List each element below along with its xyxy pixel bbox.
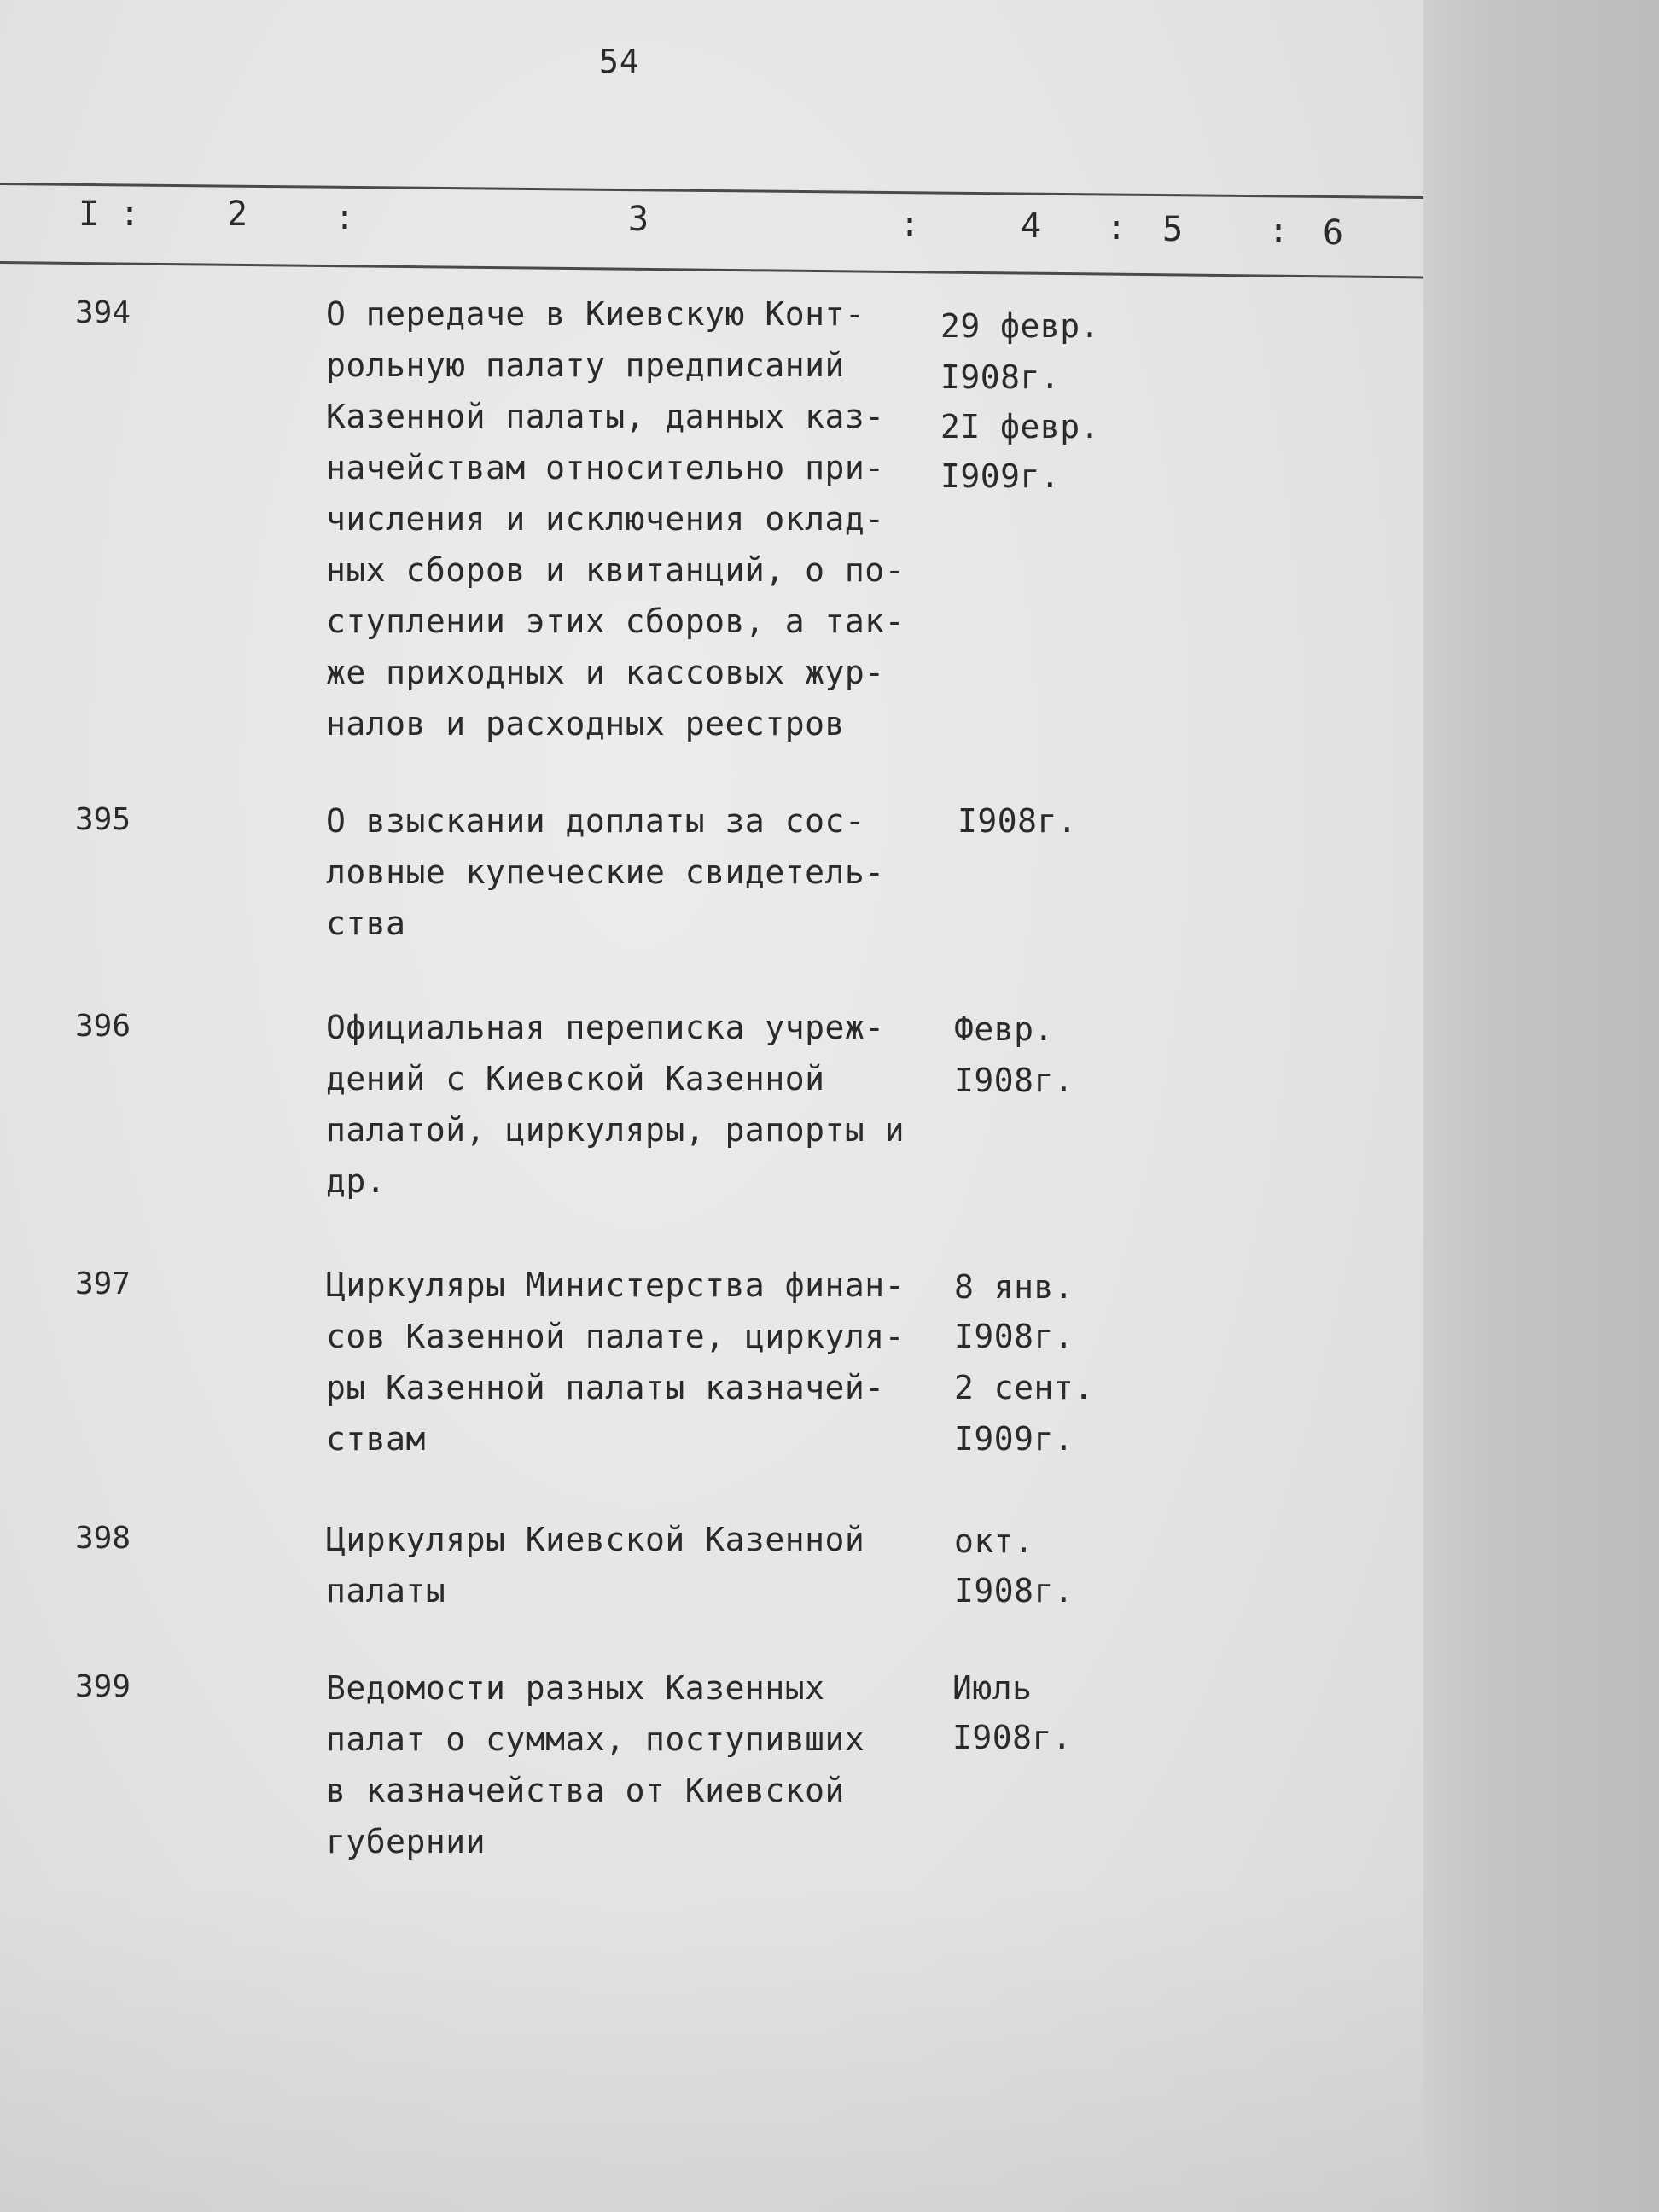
record-title-line: ствам bbox=[326, 1420, 426, 1458]
record-date-line: 8 янв. bbox=[954, 1268, 1074, 1306]
record-number: 399 bbox=[75, 1669, 131, 1704]
record-date-line: I908г. bbox=[954, 1572, 1074, 1610]
record-title-line: Казенной палаты, данных каз- bbox=[326, 398, 885, 435]
record-title-line: Официальная переписка учреж- bbox=[326, 1009, 885, 1046]
next-sheet-edge bbox=[1423, 0, 1659, 2212]
record-title-line: палат о суммах, поступивших bbox=[326, 1720, 865, 1758]
record-number: 395 bbox=[75, 802, 131, 837]
column-header-3: 3 bbox=[628, 200, 649, 239]
column-separator-2: : bbox=[335, 198, 356, 237]
record-title-line: ных сборов и квитанций, о по- bbox=[326, 551, 905, 589]
record-date-line: I909г. bbox=[954, 1420, 1074, 1458]
record-title-line: О взыскании доплаты за сос- bbox=[326, 802, 865, 840]
record-title-line: Циркуляры Киевской Казенной bbox=[326, 1521, 865, 1558]
header-rule-top bbox=[0, 183, 1423, 199]
column-separator-4: : bbox=[1106, 208, 1127, 247]
record-title-line: палаты bbox=[326, 1572, 446, 1610]
column-separator-1: : bbox=[119, 195, 141, 234]
record-title-line: палатой, циркуляры, рапорты и bbox=[326, 1111, 905, 1149]
record-title-line: Ведомости разных Казенных bbox=[326, 1669, 825, 1707]
record-title-line: налов и расходных реестров bbox=[326, 705, 845, 742]
record-date-line: I909г. bbox=[940, 457, 1061, 495]
record-title-line: числения и исключения оклад- bbox=[326, 500, 885, 538]
record-number: 396 bbox=[75, 1009, 131, 1044]
record-title-line: ловные купеческие свидетель- bbox=[326, 853, 885, 891]
record-date-line: I908г. bbox=[954, 1062, 1074, 1099]
record-date-line: 2I февр. bbox=[940, 408, 1101, 445]
record-date-line: I908г. bbox=[954, 1318, 1074, 1355]
column-separator-5: : bbox=[1268, 212, 1289, 251]
column-header-5: 5 bbox=[1162, 210, 1184, 249]
record-title-line: ства bbox=[326, 905, 406, 942]
record-title-line: дений с Киевской Казенной bbox=[326, 1060, 825, 1097]
record-date-line: I908г. bbox=[952, 1719, 1073, 1756]
record-title-line: же приходных и кассовых жур- bbox=[326, 654, 885, 691]
record-number: 397 bbox=[75, 1266, 131, 1301]
column-header-2: 2 bbox=[227, 195, 248, 234]
page-shading bbox=[0, 1877, 1423, 2212]
record-title-line: ры Казенной палаты казначей- bbox=[326, 1369, 885, 1406]
page-number: 54 bbox=[599, 43, 640, 80]
record-title-line: губернии bbox=[326, 1823, 486, 1860]
record-number: 398 bbox=[75, 1521, 131, 1556]
header-rule-bottom bbox=[0, 261, 1423, 278]
record-date-line: 2 сент. bbox=[954, 1369, 1094, 1406]
column-header-6: 6 bbox=[1323, 213, 1344, 253]
column-header-1: I bbox=[79, 195, 100, 234]
record-title-line: сов Казенной палате, циркуля- bbox=[326, 1318, 905, 1355]
record-title-line: Циркуляры Министерства финан- bbox=[326, 1266, 905, 1304]
record-title-line: О передаче в Киевскую Конт- bbox=[326, 295, 865, 333]
record-date-line: I908г. bbox=[958, 802, 1078, 840]
record-number: 394 bbox=[75, 295, 131, 330]
column-separator-3: : bbox=[899, 205, 921, 244]
record-title-line: начействам относительно при- bbox=[326, 449, 885, 486]
record-date-line: Февр. bbox=[954, 1010, 1054, 1048]
record-title-line: ступлении этих сборов, а так- bbox=[326, 602, 905, 640]
column-header-4: 4 bbox=[1021, 207, 1042, 246]
record-date-line: Июль bbox=[952, 1669, 1033, 1707]
record-date-line: I908г. bbox=[940, 358, 1061, 396]
record-title-line: рольную палату предписаний bbox=[326, 346, 845, 384]
record-title-line: в казначейства от Киевской bbox=[326, 1772, 845, 1809]
record-date-line: 29 февр. bbox=[940, 307, 1101, 345]
record-date-line: окт. bbox=[954, 1522, 1034, 1560]
record-title-line: др. bbox=[326, 1162, 387, 1200]
